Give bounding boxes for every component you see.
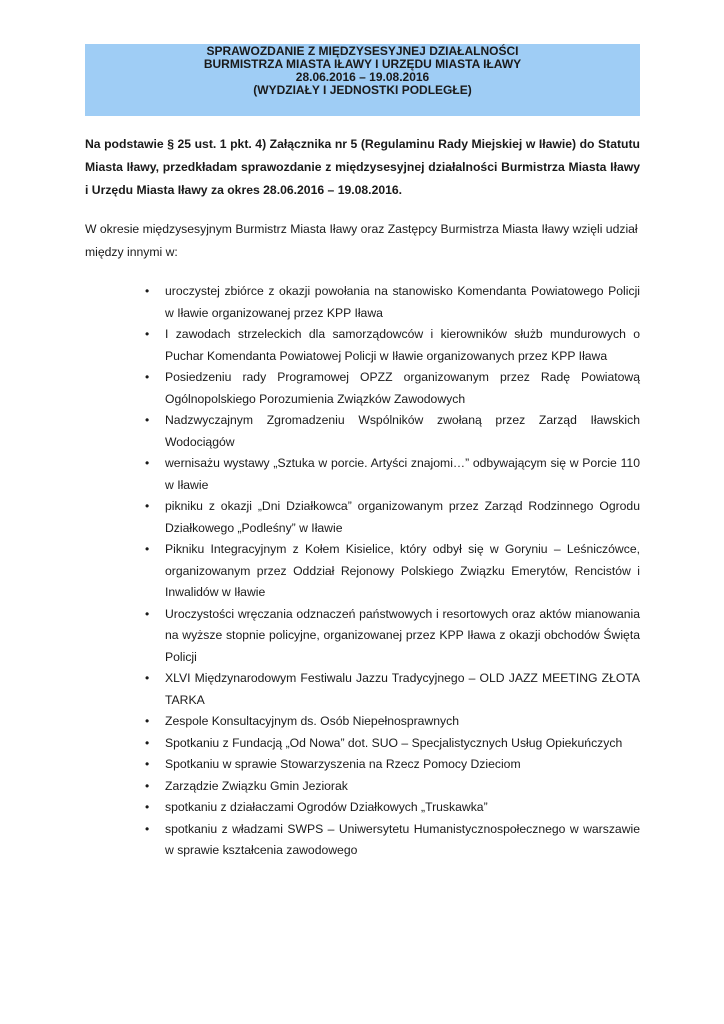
body-paragraph: W okresie międzysesyjnym Burmistrz Miasta Iławy oraz Zastępcy Burmistrza Miasta Iławy wzięli udział między innymi w:	[85, 222, 638, 259]
bullet-icon: •	[145, 499, 150, 513]
list-item: • Spotkaniu w sprawie Stowarzyszenia na Rzecz Pomocy Dzieciom	[85, 754, 640, 776]
list-item: • Uroczystości wręczania odznaczeń państwowych i resortowych oraz aktów mianowania na wyższe stopnie policyjne, organizowanej przez KPP Iława z okazji obchodów Święta Policji	[85, 604, 640, 669]
report-title-banner	[85, 44, 640, 116]
list-item: • I zawodach strzeleckich dla samorządowców i kierowników służb mundurowych o Puchar Komendanta Powiatowej Policji w Iławie organizowanych przez KPP Iława	[85, 324, 640, 367]
bullet-icon: •	[145, 757, 150, 771]
bullet-icon: •	[145, 821, 150, 836]
bullet-icon: •	[145, 370, 150, 384]
title-date-range: 28.06.2016 – 19.08.2016	[295, 70, 430, 84]
list-item: • Zespole Konsultacyjnym ds. Osób Niepełnosprawnych	[85, 711, 640, 733]
list-item: • Nadzwyczajnym Zgromadzeniu Wspólników zwołaną przez Zarząd Iławskich Wodociągów	[85, 410, 640, 453]
bullet-icon: •	[145, 671, 150, 685]
list-item: • Pikniku Integracyjnym z Kołem Kisielice, który odbył się w Goryniu – Leśniczówce, organizowanym przez Oddział Rejonowy Polskiego Związku Emerytów, Rencistów i Inwalidów w Iławie	[85, 539, 640, 604]
bullet-icon: •	[145, 800, 150, 814]
list-item: • Zarządzie Związku Gmin Jeziorak	[85, 776, 640, 798]
list-item: • wernisażu wystawy „Sztuka w porcie. Artyści znajomi…” odbywającym się w Porcie 110 w Iławie	[85, 453, 640, 496]
bullet-icon: •	[145, 542, 150, 556]
title-line-2: BURMISTRZA MIASTA IŁAWY I URZĘDU MIASTA IŁAWY	[203, 57, 522, 71]
bullet-icon: •	[145, 327, 150, 341]
bullet-icon: •	[145, 456, 150, 470]
list-item: • pikniku z okazji „Dni Działkowca” organizowanym przez Zarząd Rodzinnego Ogrodu Działkowego „Podleśny” w Iławie	[85, 496, 640, 539]
bullet-icon: •	[145, 284, 150, 298]
bullet-icon: •	[145, 778, 150, 793]
intro-paragraph: Na podstawie § 25 ust. 1 pkt. 4) Załącznika nr 5 (Regulaminu Rady Miejskiej w Iławie) do Statutu Miasta Iławy, przedkładam sprawozdanie z międzysesyjnej działalności Burmistrza Miasta Iławy i Urzędu Miasta Iławy za okres 28.06.2016 – 19.08.2016.	[85, 137, 640, 197]
list-item: • uroczystej zbiórce z okazji powołania na stanowisko Komendanta Powiatowego Policji w Iławie organizowanej przez KPP Iława	[85, 281, 640, 324]
bullet-icon: •	[145, 714, 150, 728]
list-item: • Spotkaniu z Fundacją „Od Nowa” dot. SUO – Specjalistycznych Usług Opiekuńczych	[85, 733, 640, 755]
bullet-icon: •	[145, 606, 150, 621]
list-item: • Posiedzeniu rady Programowej OPZZ organizowanym przez Radę Powiatową Ogólnopolskiego Porozumienia Związków Zawodowych	[85, 367, 640, 410]
list-item: • spotkaniu z władzami SWPS – Uniwersytetu Humanistycznospołecznego w warszawie w sprawie kształcenia zawodowego	[85, 819, 640, 862]
list-item: • spotkaniu z działaczami Ogrodów Działkowych „Truskawka”	[85, 797, 640, 819]
bullet-icon: •	[145, 413, 150, 427]
bullet-icon: •	[145, 735, 150, 750]
event-list	[85, 281, 640, 862]
list-item: • XLVI Międzynarodowym Festiwalu Jazzu Tradycyjnego – OLD JAZZ MEETING ZŁOTA TARKA	[85, 668, 640, 711]
title-subtitle: (WYDZIAŁY I JEDNOSTKI PODLEGŁE)	[253, 83, 472, 97]
title-line-1: SPRAWOZDANIE Z MIĘDZYSESYJNEJ DZIAŁALNOŚCI	[206, 44, 519, 58]
